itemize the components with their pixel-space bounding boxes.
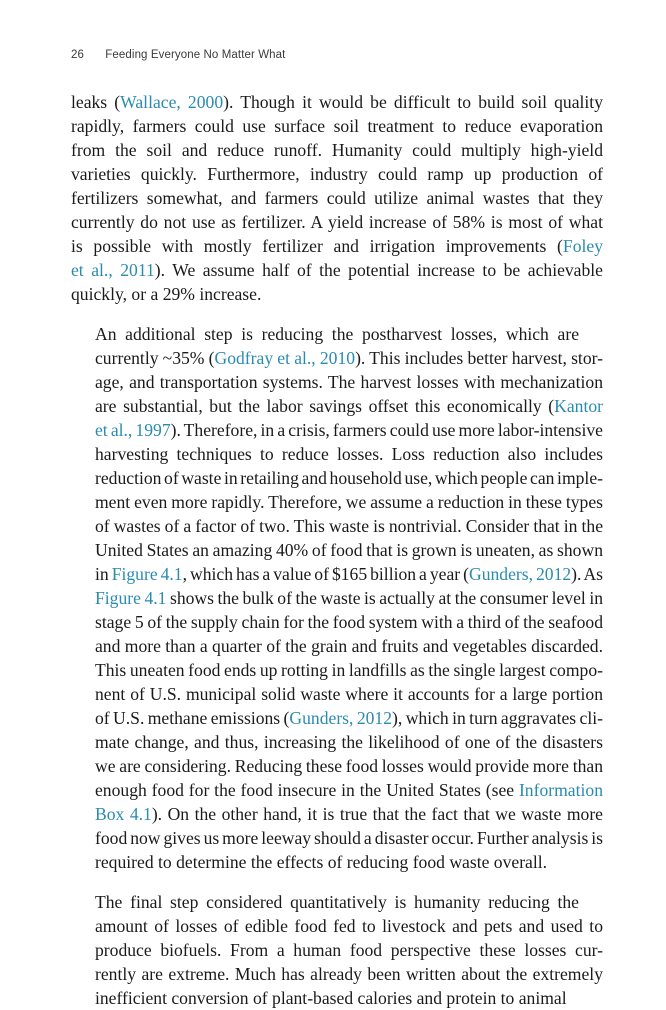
- text-run: inefficient conversion of plant-based calories and protein to animal: [95, 988, 567, 1008]
- text-line: [71, 914, 603, 938]
- text-run: currently ~35% (: [95, 348, 215, 368]
- paragraph-3: [71, 890, 603, 1010]
- text-line: [71, 138, 603, 162]
- text-line: [71, 282, 603, 306]
- running-header: [71, 49, 285, 61]
- text-line: [71, 90, 603, 114]
- text-line: [71, 394, 603, 418]
- text-line: [71, 234, 603, 258]
- text-line: [71, 114, 603, 138]
- page-number: 26: [71, 49, 84, 61]
- text-run: produce biofuels. From a human food perspective these losses cur-: [95, 940, 603, 960]
- text-run: , which has a value of $165 billion a year (: [182, 564, 469, 584]
- text-run: are substantial, but the labor savings offset this economically (: [95, 396, 555, 416]
- citation-link[interactable]: Foley: [562, 236, 603, 256]
- text-run: harvesting techniques to reduce losses. Loss reduction also includes: [95, 444, 603, 464]
- text-run: and more than a quarter of the grain and fruits and vegetables discarded.: [95, 636, 603, 656]
- text-line: [71, 890, 603, 914]
- text-line: [71, 826, 603, 850]
- text-run: reduction of waste in retailing and household use, which people can imple-: [95, 468, 603, 488]
- citation-link[interactable]: Gunders, 2012: [289, 708, 393, 728]
- body-text: [71, 90, 603, 1010]
- text-run: required to determine the effects of reducing food waste overall.: [95, 852, 548, 872]
- text-run: fertilizers somewhat, and farmers could utilize animal wastes that they: [71, 188, 603, 208]
- text-run: shows the bulk of the waste is actually at the consumer level in: [166, 588, 604, 608]
- text-line: [71, 466, 603, 490]
- text-line: [71, 562, 603, 586]
- text-line: [71, 538, 603, 562]
- text-line: [71, 258, 603, 282]
- text-run: ment even more rapidly. Therefore, we assume a reduction in these types: [95, 492, 603, 512]
- text-run: ). On the other hand, it is true that the fact that we waste more: [151, 804, 603, 824]
- text-line: [71, 370, 603, 394]
- text-line: [71, 322, 603, 346]
- text-line: [71, 986, 603, 1010]
- citation-link[interactable]: Gunders, 2012: [468, 564, 572, 584]
- citation-link[interactable]: Box 4.1: [95, 804, 152, 824]
- citation-link[interactable]: Wallace, 2000: [120, 92, 224, 112]
- text-line: [71, 210, 603, 234]
- text-line: [71, 586, 603, 610]
- text-run: of U.S. methane emissions (: [95, 708, 290, 728]
- text-run: The final step considered quantitatively is humanity reducing the: [95, 892, 579, 912]
- text-run: currently do not use as fertilizer. A yield increase of 58% is most of what: [71, 212, 603, 232]
- citation-link[interactable]: Kantor: [554, 396, 603, 416]
- text-run: ). This includes better harvest, stor-: [355, 348, 603, 368]
- text-run: varieties quickly. Furthermore, industry could ramp up production of: [71, 164, 603, 184]
- text-line: [71, 514, 603, 538]
- text-line: [71, 658, 603, 682]
- text-line: [71, 610, 603, 634]
- text-run: amount of losses of edible food fed to livestock and pets and used to: [95, 916, 603, 936]
- text-line: [71, 490, 603, 514]
- text-line: [71, 802, 603, 826]
- text-run: mate change, and thus, increasing the likelihood of one of the disasters: [95, 732, 603, 752]
- text-line: [71, 442, 603, 466]
- text-run: ). Though it would be difficult to build soil quality: [223, 92, 603, 112]
- citation-link[interactable]: Information: [518, 780, 603, 800]
- text-run: rently are extreme. Much has already been written about the extremely: [95, 964, 603, 984]
- text-run: ). We assume half of the potential increase to be achievable: [154, 260, 603, 280]
- text-line: [71, 418, 603, 442]
- text-run: from the soil and reduce runoff. Humanity could multiply high-yield: [71, 140, 603, 160]
- text-line: [71, 938, 603, 962]
- citation-link[interactable]: et al., 1997: [95, 420, 171, 440]
- text-line: [71, 962, 603, 986]
- text-run: is possible with mostly fertilizer and irrigation improvements (: [71, 236, 563, 256]
- citation-link[interactable]: Figure 4.1: [111, 564, 183, 584]
- text-run: enough food for the food insecure in the United States (see: [95, 780, 519, 800]
- text-run: This uneaten food ends up rotting in landfills as the single largest compo-: [95, 660, 603, 680]
- citation-link[interactable]: Figure 4.1: [95, 588, 167, 608]
- citation-link[interactable]: Godfray et al., 2010: [214, 348, 356, 368]
- text-line: [71, 754, 603, 778]
- text-run: leaks (: [71, 92, 121, 112]
- paragraph-1: [71, 90, 603, 306]
- text-run: we are considering. Reducing these food losses would provide more than: [95, 756, 603, 776]
- text-run: ). As: [571, 564, 603, 584]
- text-run: rapidly, farmers could use surface soil treatment to reduce evaporation: [71, 116, 603, 136]
- text-line: [71, 706, 603, 730]
- text-line: [71, 850, 603, 874]
- citation-link[interactable]: et al., 2011: [71, 260, 155, 280]
- text-run: ), which in turn aggravates cli-: [392, 708, 603, 728]
- text-run: United States an amazing 40% of food that is grown is uneaten, as shown: [95, 540, 603, 560]
- paragraph-2: [71, 322, 603, 874]
- text-line: [71, 730, 603, 754]
- text-run: in: [95, 564, 112, 584]
- text-run: quickly, or a 29% increase.: [71, 284, 262, 304]
- text-line: [71, 682, 603, 706]
- text-run: nent of U.S. municipal solid waste where it accounts for a large portion: [95, 684, 603, 704]
- text-run: ). Therefore, in a crisis, farmers could use more labor-intensive: [170, 420, 603, 440]
- text-run: food now gives us more leeway should a disaster occur. Further analysis is: [95, 828, 603, 848]
- text-run: age, and transportation systems. The harvest losses with mechanization: [95, 372, 603, 392]
- text-run: of wastes of a factor of two. This waste is nontrivial. Consider that in the: [95, 516, 603, 536]
- text-run: stage 5 of the supply chain for the food system with a third of the seafood: [95, 612, 603, 632]
- running-title: Feeding Everyone No Matter What: [105, 49, 286, 61]
- text-run: An additional step is reducing the postharvest losses, which are: [95, 324, 579, 344]
- text-line: [71, 778, 603, 802]
- text-line: [71, 346, 603, 370]
- text-line: [71, 186, 603, 210]
- text-line: [71, 634, 603, 658]
- text-line: [71, 162, 603, 186]
